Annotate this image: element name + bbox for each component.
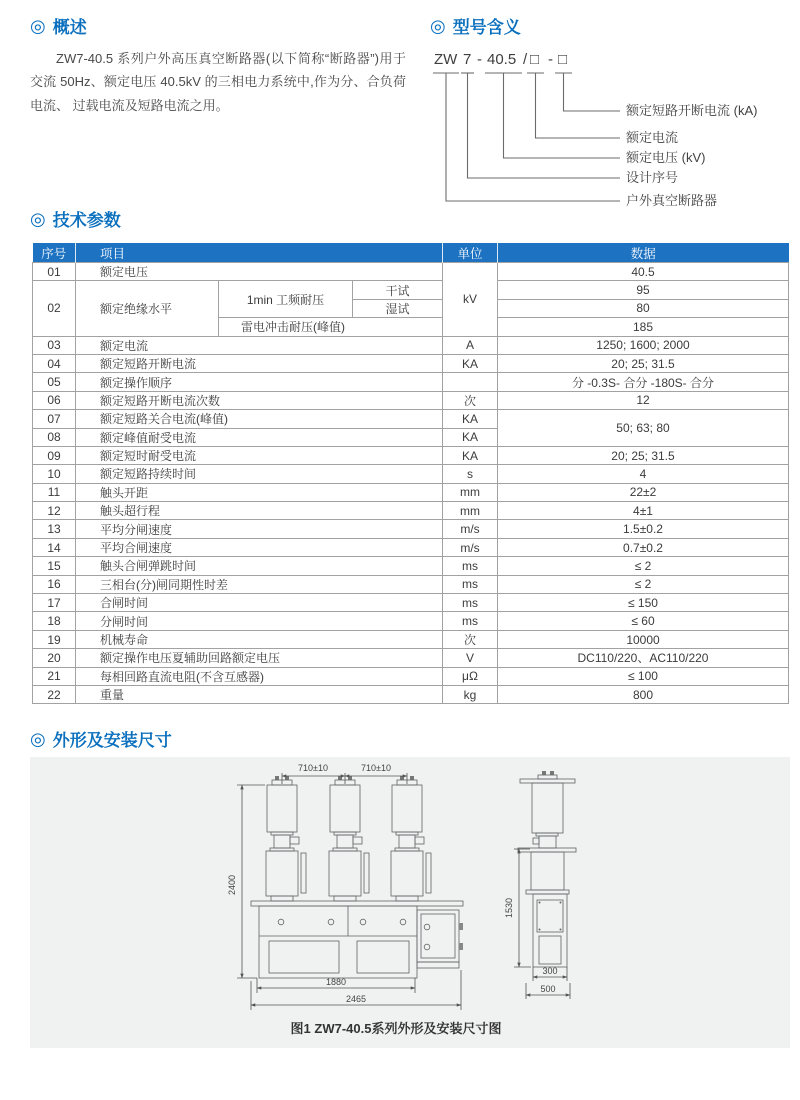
row-no: 02 xyxy=(33,281,76,336)
table-row xyxy=(33,354,789,372)
row-data: 50; 63; 80 xyxy=(498,410,789,447)
dim-label-pole-span-2: 710±10 xyxy=(361,763,391,773)
table-row xyxy=(33,667,789,685)
row-data: 22±2 xyxy=(498,483,789,501)
row-data: 20; 25; 31.5 xyxy=(498,354,789,372)
row-no: 14 xyxy=(33,538,76,556)
row-data: 80 xyxy=(498,299,789,317)
row-unit: KA xyxy=(443,446,498,464)
row-no: 09 xyxy=(33,446,76,464)
table-row xyxy=(33,685,789,703)
row-item: 额定电流 xyxy=(76,336,443,354)
figure-panel xyxy=(30,757,790,1048)
model-code-labels xyxy=(626,103,757,208)
row-item: 额定绝缘水平 xyxy=(76,281,219,336)
row-data: 4±1 xyxy=(498,502,789,520)
dimension-drawing xyxy=(30,757,790,1048)
figure-title-text: 外形及安装尺寸 xyxy=(52,731,172,750)
table-row xyxy=(33,538,789,556)
row-item: 重量 xyxy=(76,685,443,703)
row-data: 185 xyxy=(498,318,789,336)
table-row xyxy=(33,391,789,409)
row-data: ≤ 60 xyxy=(498,612,789,630)
row-no: 03 xyxy=(33,336,76,354)
row-unit: KA xyxy=(443,428,498,446)
col-header-item: 项目 xyxy=(76,243,443,263)
label-rated-current: 额定电流 xyxy=(626,130,679,145)
row-no: 07 xyxy=(33,410,76,428)
row-data: 40.5 xyxy=(498,263,789,281)
table-header-row xyxy=(33,243,789,263)
model-code-connectors xyxy=(433,73,620,201)
row-subitem-dry: 干试 xyxy=(353,281,443,299)
table-row xyxy=(33,446,789,464)
row-unit: V xyxy=(443,649,498,667)
parameters-title-text: 技术参数 xyxy=(52,211,121,230)
row-unit: m/s xyxy=(443,520,498,538)
row-item: 额定短路持续时间 xyxy=(76,465,443,483)
row-data: 0.7±0.2 xyxy=(498,538,789,556)
label-breaking-current: 额定短路开断电流 (kA) xyxy=(626,103,758,118)
row-item: 机械寿命 xyxy=(76,630,443,648)
row-unit: s xyxy=(443,465,498,483)
row-item: 平均合闸速度 xyxy=(76,538,443,556)
model-code-diagram xyxy=(432,46,792,218)
row-unit xyxy=(443,373,498,391)
row-unit: m/s xyxy=(443,538,498,556)
overview-title-text: 概述 xyxy=(52,18,87,37)
table-row xyxy=(33,520,789,538)
code-dash-1: - xyxy=(477,51,482,68)
model-code-text xyxy=(434,51,567,68)
table-row xyxy=(33,483,789,501)
row-no: 01 xyxy=(33,263,76,281)
code-part-405: 40.5 xyxy=(487,51,517,68)
row-data: 800 xyxy=(498,685,789,703)
row-unit: 次 xyxy=(443,630,498,648)
dim-label-300: 300 xyxy=(542,966,558,976)
row-item: 额定短路开断电流次数 xyxy=(76,391,443,409)
table-row xyxy=(33,373,789,391)
col-header-no: 序号 xyxy=(33,243,76,263)
row-item: 平均分闸速度 xyxy=(76,520,443,538)
row-item: 分闸时间 xyxy=(76,612,443,630)
row-no: 13 xyxy=(33,520,76,538)
row-item: 额定电压 xyxy=(76,263,443,281)
table-row xyxy=(33,649,789,667)
row-subitem-freq: 1min 工频耐压 xyxy=(219,281,353,318)
row-unit: mm xyxy=(443,502,498,520)
row-unit: KA xyxy=(443,410,498,428)
overview-section-title xyxy=(30,13,87,38)
row-unit: mm xyxy=(443,483,498,501)
section-bullet-icon: ◎ xyxy=(30,208,46,229)
row-item: 额定操作电压夏辅助回路额定电压 xyxy=(76,649,443,667)
table-row xyxy=(33,336,789,354)
front-dimensions xyxy=(237,773,461,1010)
parameters-table xyxy=(32,243,789,704)
dim-label-height-1530: 1530 xyxy=(504,897,514,919)
row-data: 1250; 1600; 2000 xyxy=(498,336,789,354)
table-row xyxy=(33,281,789,299)
code-box-1: □ xyxy=(530,51,540,68)
dim-label-pole-span-1: 710±10 xyxy=(298,763,328,773)
row-no: 16 xyxy=(33,575,76,593)
row-data: 4 xyxy=(498,465,789,483)
row-data: ≤ 2 xyxy=(498,557,789,575)
row-item: 每相回路直流电阻(不含互感器) xyxy=(76,667,443,685)
label-outdoor-breaker: 户外真空断路器 xyxy=(626,193,718,208)
row-no: 18 xyxy=(33,612,76,630)
figure-section-title xyxy=(30,726,172,751)
row-unit: A xyxy=(443,336,498,354)
row-item: 触头合闸弹跳时间 xyxy=(76,557,443,575)
row-unit: ms xyxy=(443,612,498,630)
row-no: 05 xyxy=(33,373,76,391)
row-no: 11 xyxy=(33,483,76,501)
row-no: 04 xyxy=(33,354,76,372)
label-rated-voltage: 额定电压 (kV) xyxy=(626,150,706,165)
row-unit: 次 xyxy=(443,391,498,409)
model-title-text: 型号含义 xyxy=(452,18,521,37)
code-box-2: □ xyxy=(558,51,568,68)
overview-paragraph: ZW7-40.5 系列户外高压真空断路器(以下简称“断路器”)用于交流 50Hz、额定电压 40.5kV 的三相电力系统中,作为分、合负荷电流、 过载电流及短路电流之用。 xyxy=(30,51,406,113)
col-header-data: 数据 xyxy=(498,243,789,263)
row-unit: kV xyxy=(443,263,498,337)
table-row xyxy=(33,575,789,593)
row-data: ≤ 150 xyxy=(498,594,789,612)
row-data: 1.5±0.2 xyxy=(498,520,789,538)
row-no: 22 xyxy=(33,685,76,703)
row-item: 合闸时间 xyxy=(76,594,443,612)
figure-caption: 图1 ZW7-40.5系列外形及安装尺寸图 xyxy=(290,1021,502,1036)
model-section-title xyxy=(430,13,521,38)
row-no: 08 xyxy=(33,428,76,446)
row-unit: ms xyxy=(443,575,498,593)
table-row xyxy=(33,465,789,483)
row-item: 额定短路关合电流(峰值) xyxy=(76,410,443,428)
side-dimensions xyxy=(514,849,570,999)
row-data: 12 xyxy=(498,391,789,409)
row-item: 额定短时耐受电流 xyxy=(76,446,443,464)
row-item: 三相台(分)闸同期性时差 xyxy=(76,575,443,593)
label-design-serial: 设计序号 xyxy=(626,170,679,185)
row-no: 06 xyxy=(33,391,76,409)
row-data: ≤ 2 xyxy=(498,575,789,593)
row-no: 12 xyxy=(33,502,76,520)
row-unit: KA xyxy=(443,354,498,372)
row-no: 10 xyxy=(33,465,76,483)
row-unit: ms xyxy=(443,557,498,575)
row-unit: kg xyxy=(443,685,498,703)
row-no: 19 xyxy=(33,630,76,648)
dim-label-height-2400: 2400 xyxy=(227,874,237,896)
row-item: 额定操作顺序 xyxy=(76,373,443,391)
col-header-unit: 单位 xyxy=(443,243,498,263)
row-no: 15 xyxy=(33,557,76,575)
row-no: 17 xyxy=(33,594,76,612)
row-data: 20; 25; 31.5 xyxy=(498,446,789,464)
row-item: 额定峰值耐受电流 xyxy=(76,428,443,446)
side-view xyxy=(518,771,576,967)
section-bullet-icon: ◎ xyxy=(30,15,46,36)
table-row xyxy=(33,630,789,648)
row-data: 分 -0.3S- 合分 -180S- 合分 xyxy=(498,373,789,391)
row-data: ≤ 100 xyxy=(498,667,789,685)
row-data: 95 xyxy=(498,281,789,299)
dim-label-1880: 1880 xyxy=(325,977,347,987)
dim-label-2465: 2465 xyxy=(345,994,367,1004)
table-row xyxy=(33,263,789,281)
row-unit: μΩ xyxy=(443,667,498,685)
row-item: 触头超行程 xyxy=(76,502,443,520)
code-part-zw: ZW xyxy=(434,51,458,68)
row-item: 额定短路开断电流 xyxy=(76,354,443,372)
parameters-section-title xyxy=(30,206,121,231)
table-row xyxy=(33,410,789,428)
code-slash: / xyxy=(523,51,528,68)
table-row xyxy=(33,612,789,630)
row-no: 20 xyxy=(33,649,76,667)
front-view xyxy=(251,776,463,978)
row-data: 10000 xyxy=(498,630,789,648)
row-subitem-impulse: 雷电冲击耐压(峰值) xyxy=(219,318,443,336)
section-bullet-icon: ◎ xyxy=(30,728,46,749)
row-subitem-wet: 湿试 xyxy=(353,299,443,317)
row-no: 21 xyxy=(33,667,76,685)
code-part-7: 7 xyxy=(463,51,472,68)
code-dash-2: - xyxy=(548,51,553,68)
section-bullet-icon: ◎ xyxy=(430,15,446,36)
table-row xyxy=(33,557,789,575)
dim-label-500: 500 xyxy=(540,984,556,994)
row-unit: ms xyxy=(443,594,498,612)
table-row xyxy=(33,502,789,520)
row-item: 触头开距 xyxy=(76,483,443,501)
row-data: DC110/220、AC110/220 xyxy=(498,649,789,667)
table-row xyxy=(33,594,789,612)
